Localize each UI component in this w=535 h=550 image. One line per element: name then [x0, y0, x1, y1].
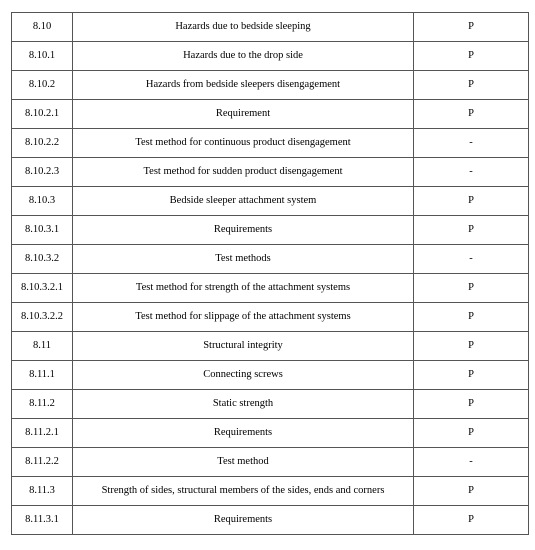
verdict-cell: P	[414, 332, 529, 361]
verdict-cell: P	[414, 274, 529, 303]
verdict-cell: -	[414, 245, 529, 274]
clause-title-cell: Test method for strength of the attachment systems	[73, 274, 414, 303]
table-row	[12, 158, 529, 187]
clause-title-cell: Hazards due to the drop side	[73, 42, 414, 71]
clause-number-cell: 8.10.2.3	[12, 158, 73, 187]
verdict-cell: -	[414, 129, 529, 158]
verdict-cell: P	[414, 419, 529, 448]
clause-number-cell: 8.10.2.1	[12, 100, 73, 129]
table-row	[12, 129, 529, 158]
table-row	[12, 390, 529, 419]
table-row	[12, 361, 529, 390]
verdict-cell: -	[414, 448, 529, 477]
clause-title-cell: Test method for slippage of the attachment systems	[73, 303, 414, 332]
clause-number-cell: 8.10.1	[12, 42, 73, 71]
clause-verdict-table	[11, 12, 529, 535]
clause-number-cell: 8.10.3.1	[12, 216, 73, 245]
clause-title-cell: Requirements	[73, 216, 414, 245]
clause-title-cell: Requirements	[73, 506, 414, 535]
clause-number-cell: 8.10.2	[12, 71, 73, 100]
clause-title-cell: Structural integrity	[73, 332, 414, 361]
clause-number-cell: 8.11.1	[12, 361, 73, 390]
clause-title-cell: Test method	[73, 448, 414, 477]
verdict-cell: P	[414, 506, 529, 535]
clause-number-cell: 8.10	[12, 13, 73, 42]
table-row	[12, 274, 529, 303]
clause-number-cell: 8.10.2.2	[12, 129, 73, 158]
table-row	[12, 332, 529, 361]
table-row	[12, 506, 529, 535]
table-row	[12, 419, 529, 448]
table-body	[12, 13, 529, 535]
verdict-cell: P	[414, 100, 529, 129]
table-row	[12, 448, 529, 477]
clause-title-cell: Bedside sleeper attachment system	[73, 187, 414, 216]
clause-title-cell: Connecting screws	[73, 361, 414, 390]
table-row	[12, 71, 529, 100]
verdict-cell: P	[414, 361, 529, 390]
clause-title-cell: Test method for continuous product disengagement	[73, 129, 414, 158]
clause-number-cell: 8.10.3	[12, 187, 73, 216]
verdict-cell: P	[414, 303, 529, 332]
verdict-cell: P	[414, 71, 529, 100]
clause-title-cell: Hazards due to bedside sleeping	[73, 13, 414, 42]
verdict-cell: P	[414, 390, 529, 419]
table-row	[12, 303, 529, 332]
clause-title-cell: Requirements	[73, 419, 414, 448]
table-row	[12, 216, 529, 245]
verdict-cell: P	[414, 477, 529, 506]
clause-title-cell: Requirement	[73, 100, 414, 129]
clause-number-cell: 8.10.3.2.2	[12, 303, 73, 332]
clause-number-cell: 8.11.2	[12, 390, 73, 419]
clause-number-cell: 8.10.3.2	[12, 245, 73, 274]
verdict-cell: P	[414, 13, 529, 42]
table-row	[12, 245, 529, 274]
table-row	[12, 100, 529, 129]
clause-number-cell: 8.11.2.2	[12, 448, 73, 477]
verdict-cell: P	[414, 216, 529, 245]
table-row	[12, 42, 529, 71]
clause-number-cell: 8.11.2.1	[12, 419, 73, 448]
table-row	[12, 13, 529, 42]
table-row	[12, 477, 529, 506]
verdict-cell: -	[414, 158, 529, 187]
verdict-cell: P	[414, 42, 529, 71]
clause-number-cell: 8.10.3.2.1	[12, 274, 73, 303]
clause-title-cell: Test methods	[73, 245, 414, 274]
clause-title-cell: Hazards from bedside sleepers disengagement	[73, 71, 414, 100]
verdict-cell: P	[414, 187, 529, 216]
clause-title-cell: Static strength	[73, 390, 414, 419]
clause-number-cell: 8.11	[12, 332, 73, 361]
clause-title-cell: Strength of sides, structural members of the sides, ends and corners	[73, 477, 414, 506]
table-row	[12, 187, 529, 216]
clause-title-cell: Test method for sudden product disengagement	[73, 158, 414, 187]
clause-number-cell: 8.11.3.1	[12, 506, 73, 535]
clause-number-cell: 8.11.3	[12, 477, 73, 506]
